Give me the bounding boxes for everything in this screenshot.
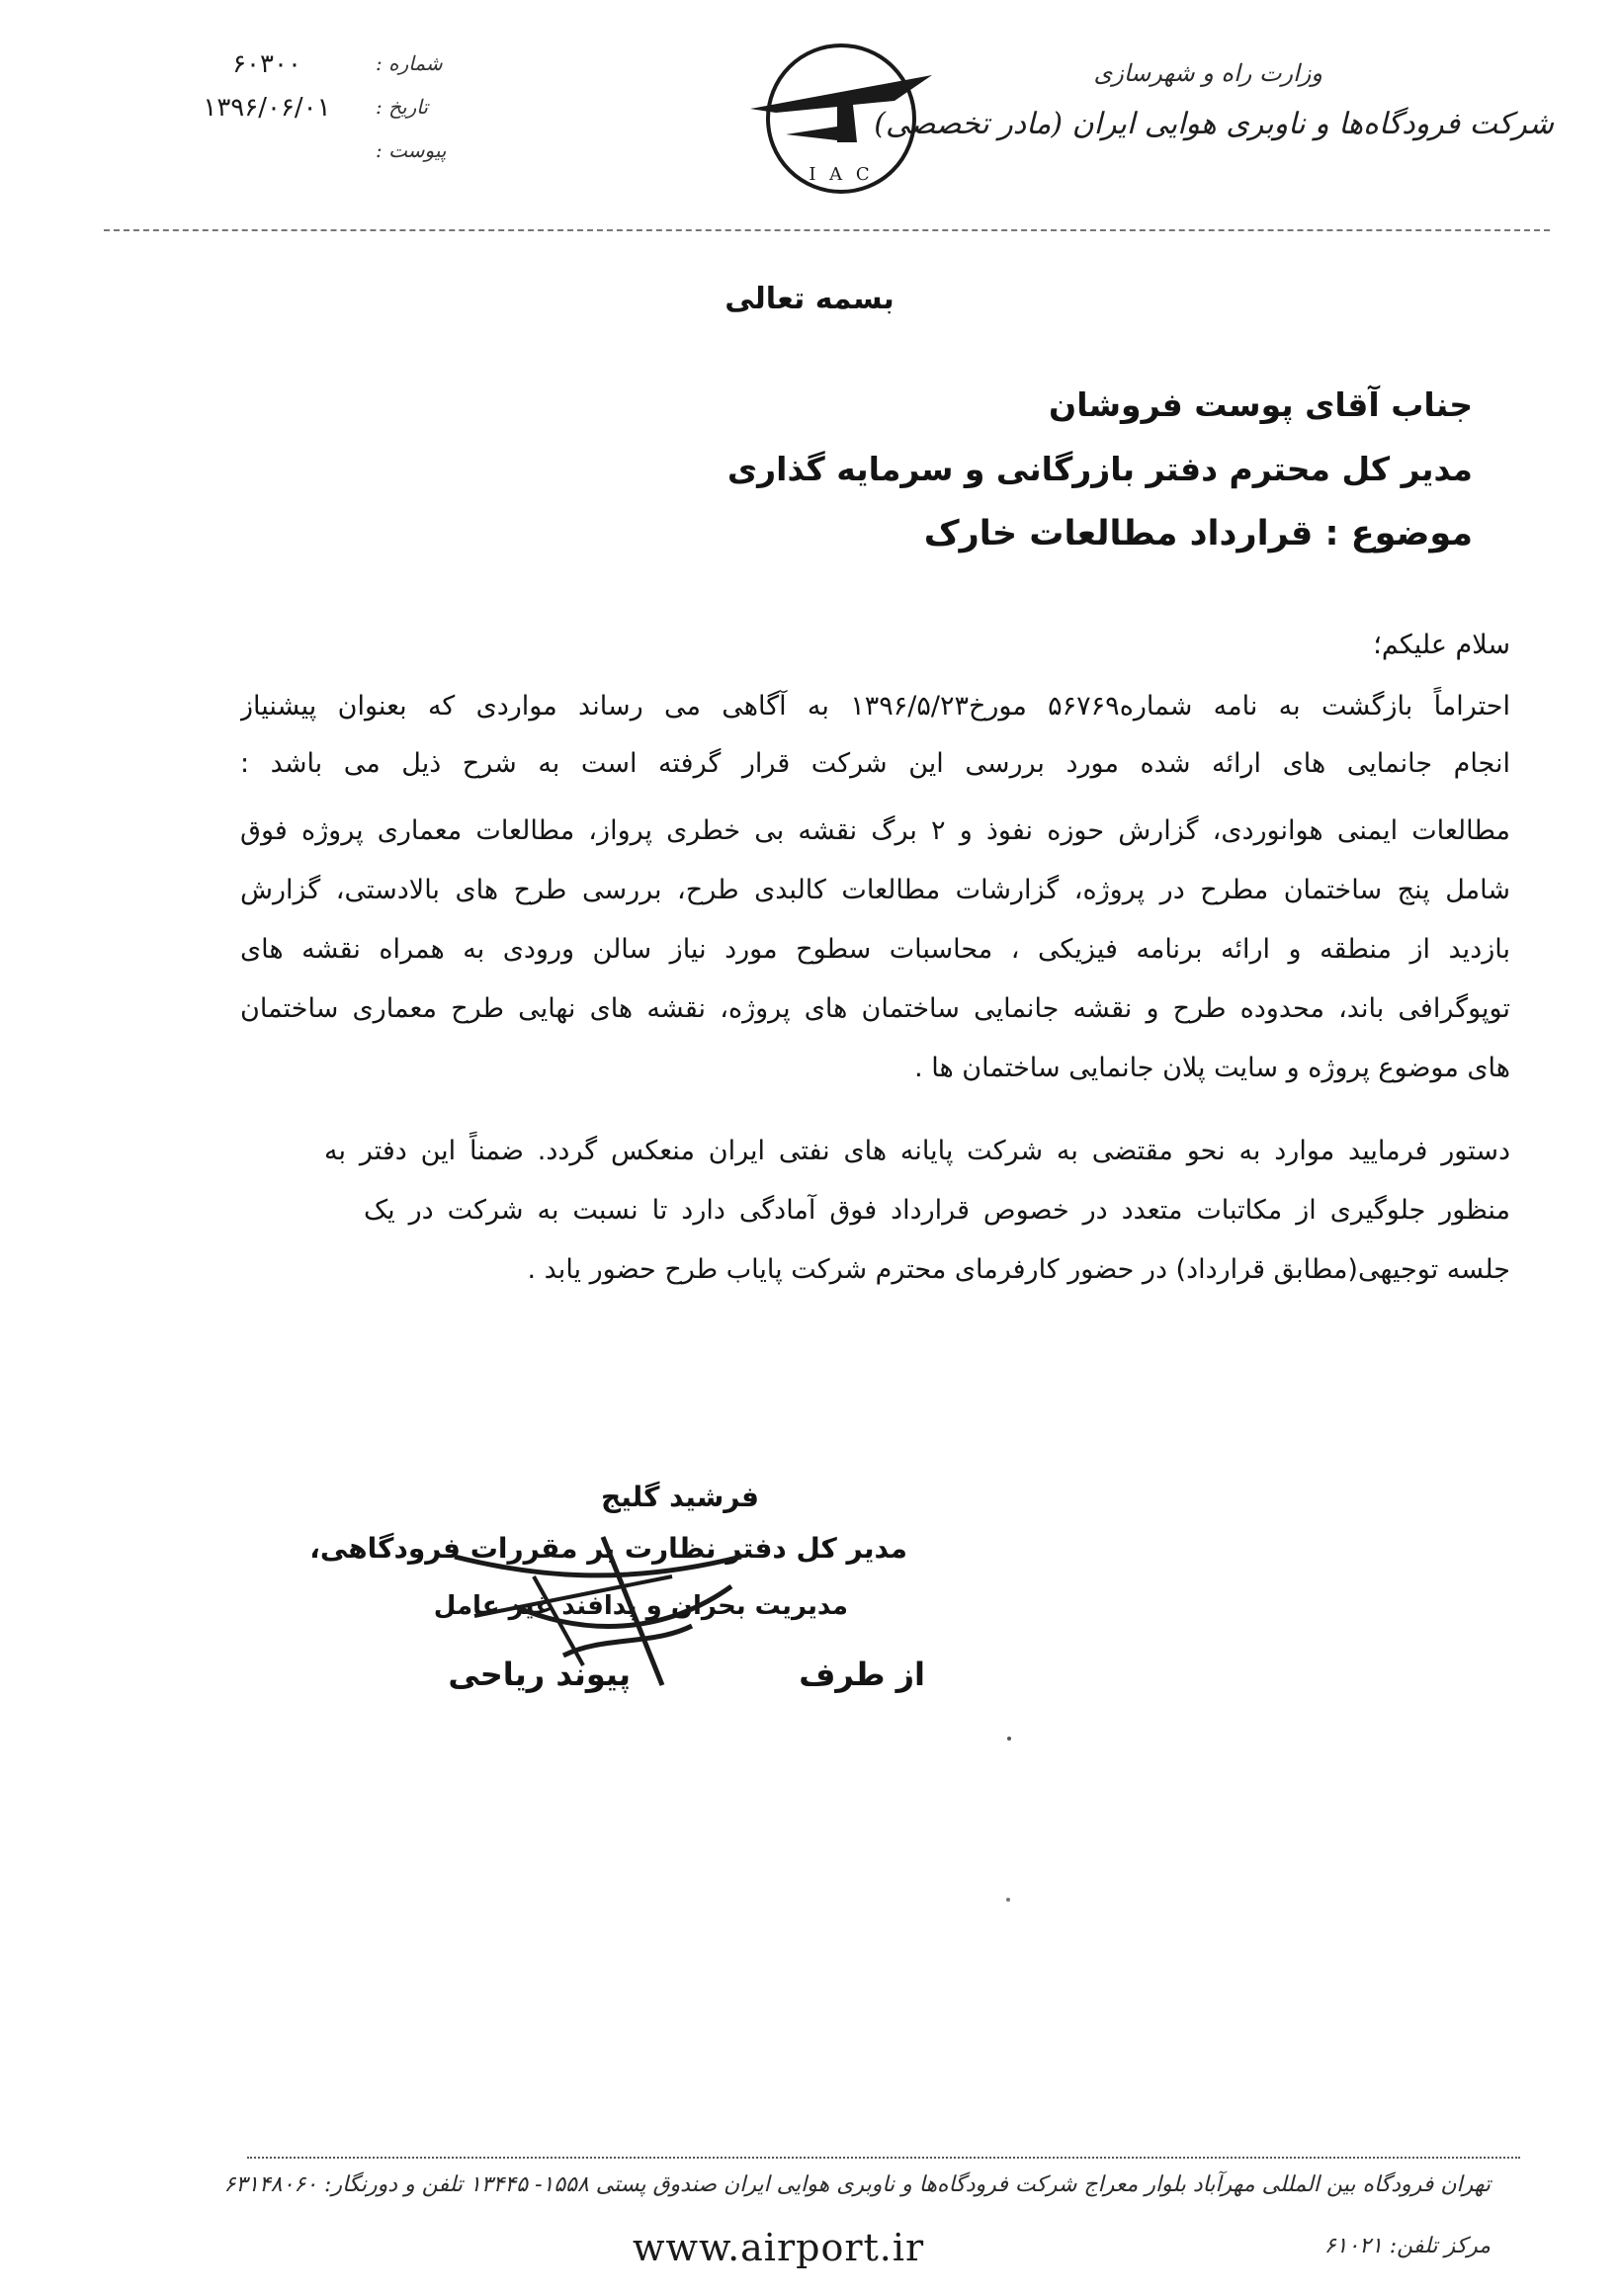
header-divider bbox=[104, 229, 1550, 231]
body-line: بازدید از منطقه و ارائه برنامه فیزیکی ، محاسبات سطوح مورد نیاز سالن ورودی به همراه نقشه های bbox=[240, 934, 1510, 965]
letter-subject: موضوع : قرارداد مطالعات خارک bbox=[923, 514, 1473, 553]
ministry-name: وزارت راه و شهرسازی bbox=[1093, 59, 1322, 87]
letter-date: ۱۳۹۶/۰۶/۰۱ bbox=[203, 93, 331, 123]
iac-logo-icon bbox=[746, 32, 936, 200]
body-line: توپوگرافی باند، محدوده طرح و نقشه جانمایی ساختمان های پروژه، نقشه های نهایی طرح معماری ساختمان bbox=[240, 993, 1510, 1024]
closing-line: جلسه توجیهی(مطابق قرارداد) در حضور کارفرمای محترم شرکت پایاب طرح حضور یابد . bbox=[527, 1254, 1510, 1285]
date-label: تاریخ : bbox=[376, 95, 428, 119]
closing-line: دستور فرمایید موارد به نحو مقتضی به شرکت پایانه های نفتی ایران منعکس گردد. ضمناً این دفتر به bbox=[324, 1136, 1510, 1166]
number-label: شماره : bbox=[376, 51, 443, 75]
letter-number: ۶۰۳۰۰ bbox=[232, 49, 301, 79]
letter-meta bbox=[168, 49, 494, 180]
footer-website: www.airport.ir bbox=[633, 2226, 925, 2269]
closing-line: منظور جلوگیری از مکاتبات متعدد در خصوص قرارداد فوق آمادگی دارد تا نسبت به شرکت در یک bbox=[364, 1195, 1510, 1226]
signer-department: مدیریت بحران و پدافند غیر عامل bbox=[433, 1591, 848, 1621]
basmala: بسمه تعالی bbox=[724, 282, 895, 316]
body-line: احتراماً بازگشت به نامه شماره۵۶۷۶۹ مورخ۱۳۹۶/۵/۲۳ به آگاهی می رساند مواردی که بعنوان پیشنیاز bbox=[240, 691, 1510, 722]
company-name: شرکت فرودگاه‌ها و ناوبری هوایی ایران (مادر تخصصی) bbox=[874, 107, 1554, 141]
footer-divider bbox=[247, 2157, 1520, 2159]
body-line: مطالعات ایمنی هوانوردی، گزارش حوزه نفوذ و ۲ برگ نقشه بی خطری پرواز، مطالعات معماری پروژه فوق bbox=[240, 815, 1510, 846]
body-line: های موضوع پروژه و سایت پلان جانمایی ساختمان ها . bbox=[914, 1053, 1510, 1083]
attachment-label: پیوست : bbox=[376, 138, 447, 162]
recipient-name: جناب آقای پوست فروشان bbox=[1049, 385, 1473, 424]
signer-name: فرشید گلیج bbox=[601, 1481, 759, 1513]
greeting: سلام علیکم؛ bbox=[1373, 630, 1510, 660]
footer-phone: مرکز تلفن: ۶۱۰۲۱ bbox=[1323, 2234, 1491, 2258]
footer-address: تهران فرودگاه بین المللی مهرآباد بلوار معراج شرکت فرودگاه‌ها و ناوبری هوایی ایران صندوق پستی ۱۵۵۸- ۱۳۴۴۵ تلفن و دورنگار: ۶۳۱۴۸۰۶۰ bbox=[223, 2172, 1491, 2197]
logo-letters: I A C bbox=[809, 164, 874, 185]
on-behalf-label: از طرف bbox=[799, 1656, 925, 1693]
stray-mark bbox=[1007, 1737, 1011, 1741]
stray-mark bbox=[1006, 1898, 1010, 1902]
on-behalf-name: پیوند ریاحی bbox=[448, 1656, 631, 1693]
body-line: انجام جانمایی های ارائه شده مورد بررسی این شرکت قرار گرفته است به شرح ذیل می باشد : bbox=[240, 748, 1510, 779]
body-line: شامل پنج ساختمان مطرح در پروژه، گزارشات مطالعات کالبدی طرح، بررسی طرح های بالادستی، گزارش bbox=[240, 875, 1510, 905]
recipient-title: مدیر کل محترم دفتر بازرگانی و سرمایه گذاری bbox=[726, 450, 1473, 488]
signer-title: مدیر کل دفتر نظارت بر مقررات فرودگاهی، bbox=[309, 1532, 907, 1565]
